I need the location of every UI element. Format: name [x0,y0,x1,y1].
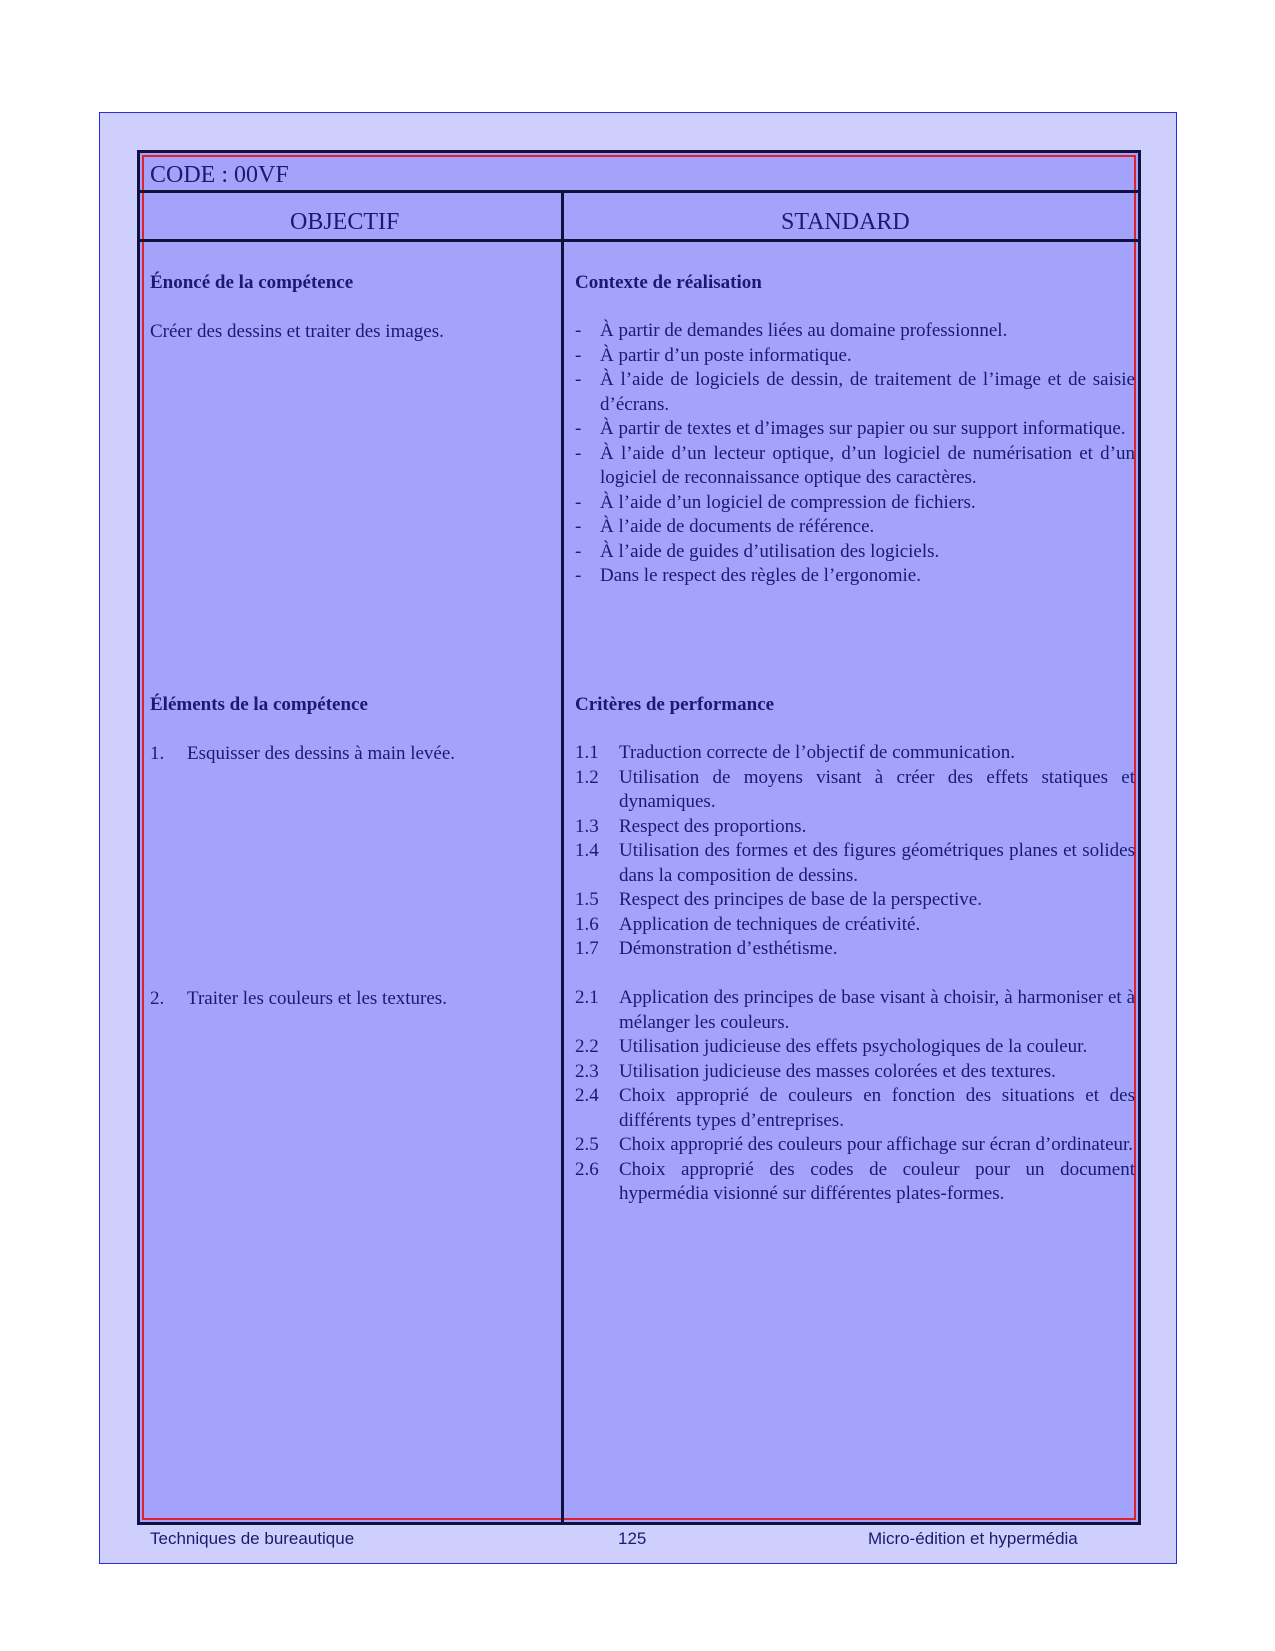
list-item: - À l’aide d’un lecteur optique, d’un logiciel de numérisation et d’un logiciel de reconnaissance optique des caractères. [575,442,1135,488]
criterion-item: 2.4 Choix approprié de couleurs en fonction des situations et des différents types d’entreprises. [575,1085,1135,1131]
footer-left: Techniques de bureautique [150,1529,355,1548]
page-number: 125 [618,1529,647,1548]
list-item: - Dans le respect des règles de l’ergonomie. [575,565,921,586]
code-label: CODE : 00VF [150,162,289,188]
criterion-item: 2.3 Utilisation judicieuse des masses colorées et des textures. [575,1060,1056,1082]
element-item: 2. Traiter les couleurs et les textures. [150,988,447,1009]
list-item: - À l’aide d’un logiciel de compression de fichiers. [575,491,976,513]
enonce-heading: Énoncé de la compétence [150,272,354,293]
criterion-item: 1.4 Utilisation des formes et des figures géométriques planes et solides dans la composition de dessins. [575,840,1135,886]
column-header-objectif: OBJECTIF [290,209,400,235]
criteres-heading: Critères de performance [575,694,775,715]
divider [140,239,1138,242]
divider [140,190,1138,193]
criterion-item: 2.5 Choix approprié des couleurs pour affichage sur écran d’ordinateur. [575,1134,1134,1155]
elements-heading: Éléments de la compétence [150,694,368,715]
list-item: - À partir de demandes liées au domaine professionnel. [575,320,1008,341]
criterion-item: 1.7 Démonstration d’esthétisme. [575,938,838,959]
criterion-item: 2.2 Utilisation judicieuse des effets psychologiques de la couleur. [575,1036,1088,1057]
element-item: 1. Esquisser des dessins à main levée. [150,743,456,764]
criterion-item: 2.6 Choix approprié des codes de couleur pour un document hypermédia visionné sur différentes plates-formes. [575,1158,1135,1204]
criteres-list-1 [575,741,1135,962]
criterion-item: 1.2 Utilisation de moyens visant à créer des effets statiques et dynamiques. [575,766,1135,812]
list-item: - À partir de textes et d’images sur papier ou sur support informatique. [575,418,1126,439]
list-item: - À l’aide de logiciels de dessin, de traitement de l’image et de saisie d’écrans. [575,369,1135,415]
contexte-heading: Contexte de réalisation [575,272,762,293]
criterion-item: 2.1 Application des principes de base visant à choisir, à harmoniser et à mélanger les couleurs. [575,987,1135,1033]
enonce-text: Créer des dessins et traiter des images. [150,321,444,342]
criterion-item: 1.3 Respect des proportions. [575,815,807,837]
list-item: - À l’aide de documents de référence. [575,516,875,537]
list-item: - À l’aide de guides d’utilisation des logiciels. [575,540,940,562]
contexte-list [575,319,1135,589]
criterion-item: 1.1 Traduction correcte de l’objectif de communication. [575,742,1016,763]
criterion-item: 1.5 Respect des principes de base de la perspective. [575,889,982,910]
footer-right: Micro-édition et hypermédia [868,1529,1078,1548]
list-item: - À partir d’un poste informatique. [575,344,852,366]
column-divider [561,190,564,1522]
criteres-list-2 [575,986,1135,1207]
competency-table [137,150,1141,1525]
column-header-standard: STANDARD [781,209,910,235]
criterion-item: 1.6 Application de techniques de créativité. [575,913,921,935]
